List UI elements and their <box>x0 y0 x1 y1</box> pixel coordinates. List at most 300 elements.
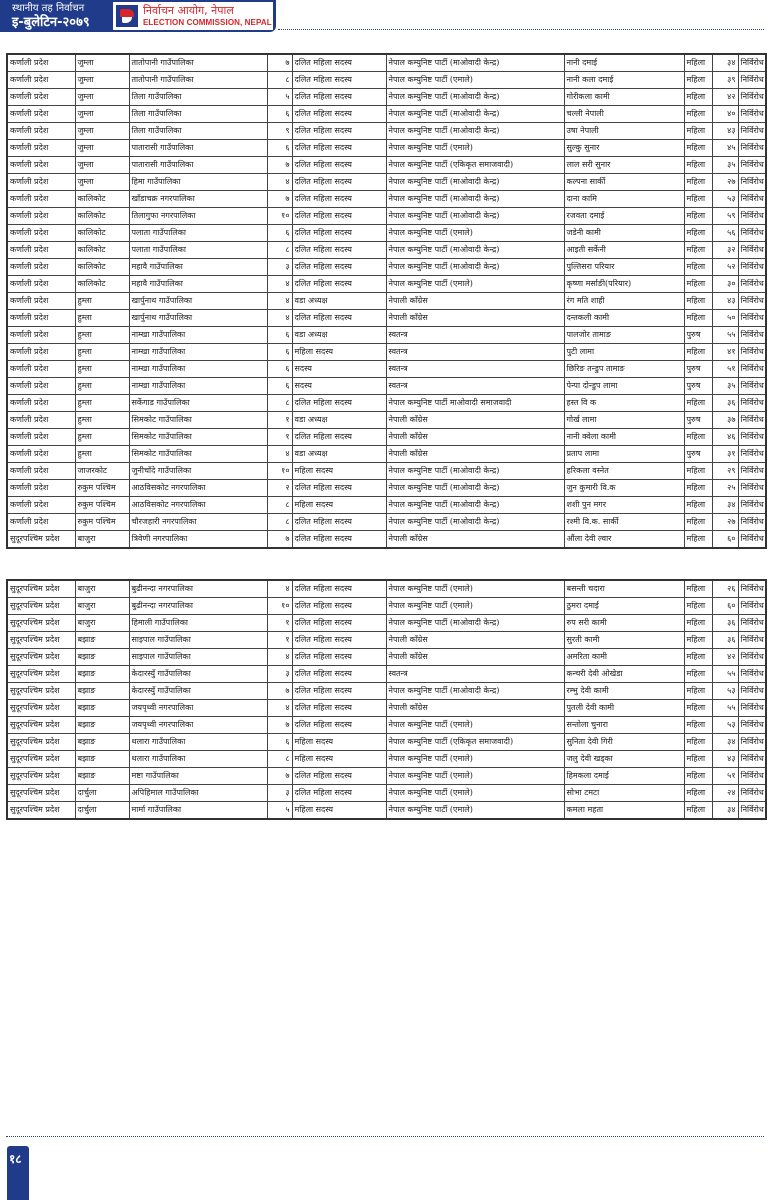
cell-gender: महिला <box>684 191 712 208</box>
cell-candidate-name: जलु देवी खड्का <box>564 751 684 768</box>
table-row <box>7 717 766 734</box>
cell-district: बझाङ <box>75 632 129 649</box>
cell-result: निर्विरोध <box>738 344 766 361</box>
cell-candidate-name: पुटी लामा <box>564 344 684 361</box>
cell-gender: पुरुष <box>684 378 712 395</box>
cell-candidate-name: सोभा टमटा <box>564 785 684 802</box>
cell-province: कर्णाली प्रदेश <box>7 395 75 412</box>
cell-gender: महिला <box>684 497 712 514</box>
cell-post: दलित महिला सदस्य <box>292 514 386 531</box>
cell-age: ६० <box>712 531 738 549</box>
results-table-karnali <box>6 53 767 549</box>
cell-ward: १ <box>267 632 292 649</box>
cell-result: निर्विरोध <box>738 123 766 140</box>
cell-local-level: साइपाल गाउँपालिका <box>129 649 267 666</box>
cell-party: नेपाली काँग्रेस <box>386 310 564 327</box>
cell-age: ४३ <box>712 751 738 768</box>
cell-district: बझाङ <box>75 683 129 700</box>
commission-name-english: ELECTION COMMISSION, NEPAL <box>143 18 272 27</box>
cell-district: जाजरकोट <box>75 463 129 480</box>
cell-post: दलित महिला सदस्य <box>292 768 386 785</box>
cell-district: दार्चुला <box>75 802 129 820</box>
cell-candidate-name: ठुमरा दमाई <box>564 598 684 615</box>
cell-district: हुम्ला <box>75 429 129 446</box>
bulletin-title <box>12 2 90 29</box>
cell-party: स्वतन्त्र <box>386 666 564 683</box>
cell-age: ३६ <box>712 395 738 412</box>
cell-party: नेपाली काँग्रेस <box>386 446 564 463</box>
cell-candidate-name: पेन्पा दोन्डुप लामा <box>564 378 684 395</box>
cell-province: सुदूरपश्चिम प्रदेश <box>7 768 75 785</box>
cell-post: दलित महिला सदस्य <box>292 157 386 174</box>
cell-result: निर्विरोध <box>738 598 766 615</box>
cell-post: दलित महिला सदस्य <box>292 700 386 717</box>
cell-gender: महिला <box>684 140 712 157</box>
cell-post: महिला सदस्य <box>292 751 386 768</box>
cell-province: सुदूरपश्चिम प्रदेश <box>7 666 75 683</box>
cell-result: निर्विरोध <box>738 395 766 412</box>
cell-gender: महिला <box>684 785 712 802</box>
table-row <box>7 123 766 140</box>
table-row <box>7 598 766 615</box>
cell-party: नेपाल कम्युनिष्ट पार्टी (माओवादी केन्द्र) <box>386 497 564 514</box>
cell-province: कर्णाली प्रदेश <box>7 497 75 514</box>
cell-local-level: तिलागुफा नगरपालिका <box>129 208 267 225</box>
cell-ward: ६ <box>267 106 292 123</box>
cell-age: ३५ <box>712 378 738 395</box>
table-row <box>7 751 766 768</box>
cell-gender: महिला <box>684 242 712 259</box>
cell-province: कर्णाली प्रदेश <box>7 123 75 140</box>
cell-district: रुकुम पश्चिम <box>75 514 129 531</box>
cell-local-level: केदारस्युँ गाउँपालिका <box>129 683 267 700</box>
cell-candidate-name: कमला महता <box>564 802 684 820</box>
cell-result: निर्विरोध <box>738 802 766 820</box>
cell-post: दलित महिला सदस्य <box>292 242 386 259</box>
cell-result: निर्विरोध <box>738 615 766 632</box>
cell-local-level: केदारस्युँ गाउँपालिका <box>129 666 267 683</box>
table-row <box>7 734 766 751</box>
cell-age: २९ <box>712 463 738 480</box>
cell-local-level: नाम्खा गाउँपालिका <box>129 361 267 378</box>
cell-post: महिला सदस्य <box>292 463 386 480</box>
cell-district: बझाङ <box>75 666 129 683</box>
cell-local-level: पातारासी गाउँपालिका <box>129 157 267 174</box>
cell-ward: ७ <box>267 157 292 174</box>
cell-ward: १० <box>267 463 292 480</box>
cell-age: ३५ <box>712 157 738 174</box>
cell-province: कर्णाली प्रदेश <box>7 446 75 463</box>
cell-party: स्वतन्त्र <box>386 327 564 344</box>
cell-province: कर्णाली प्रदेश <box>7 259 75 276</box>
cell-party: नेपाल कम्युनिष्ट पार्टी (माओवादी केन्द्र) <box>386 615 564 632</box>
cell-province: कर्णाली प्रदेश <box>7 276 75 293</box>
cell-ward: ६ <box>267 734 292 751</box>
cell-result: निर्विरोध <box>738 106 766 123</box>
cell-party: नेपाल कम्युनिष्ट पार्टी (एमाले) <box>386 717 564 734</box>
cell-province: कर्णाली प्रदेश <box>7 208 75 225</box>
cell-district: बझाङ <box>75 751 129 768</box>
cell-district: जुम्ला <box>75 72 129 89</box>
cell-party: नेपाल कम्युनिष्ट पार्टी (माओवादी केन्द्र) <box>386 123 564 140</box>
cell-gender: महिला <box>684 344 712 361</box>
cell-district: हुम्ला <box>75 395 129 412</box>
cell-party: नेपाल कम्युनिष्ट पार्टी (माओवादी केन्द्र) <box>386 242 564 259</box>
cell-province: कर्णाली प्रदेश <box>7 54 75 72</box>
table-row <box>7 580 766 598</box>
cell-province: कर्णाली प्रदेश <box>7 72 75 89</box>
cell-ward: १ <box>267 615 292 632</box>
cell-result: निर्विरोध <box>738 174 766 191</box>
cell-post: दलित महिला सदस्य <box>292 429 386 446</box>
cell-gender: महिला <box>684 615 712 632</box>
cell-local-level: खार्पुनाथ गाउँपालिका <box>129 310 267 327</box>
cell-local-level: चौरजहारी नगरपालिका <box>129 514 267 531</box>
cell-local-level: बुढीनन्दा नगरपालिका <box>129 580 267 598</box>
cell-post: दलित महिला सदस्य <box>292 259 386 276</box>
table-row <box>7 463 766 480</box>
cell-post: दलित महिला सदस्य <box>292 598 386 615</box>
cell-province: कर्णाली प्रदेश <box>7 310 75 327</box>
cell-age: २७ <box>712 514 738 531</box>
cell-post: दलित महिला सदस्य <box>292 480 386 497</box>
cell-district: कालिकोट <box>75 225 129 242</box>
cell-ward: ५ <box>267 802 292 820</box>
cell-result: निर्विरोध <box>738 378 766 395</box>
cell-post: दलित महिला सदस्य <box>292 615 386 632</box>
cell-local-level: तातोपानी गाउँपालिका <box>129 54 267 72</box>
cell-local-level: पलाता गाउँपालिका <box>129 225 267 242</box>
cell-province: कर्णाली प्रदेश <box>7 514 75 531</box>
cell-gender: महिला <box>684 683 712 700</box>
cell-ward: ६ <box>267 140 292 157</box>
cell-age: ५३ <box>712 717 738 734</box>
cell-party: नेपाली काँग्रेस <box>386 293 564 310</box>
cell-age: ३४ <box>712 734 738 751</box>
cell-post: दलित महिला सदस्य <box>292 580 386 598</box>
cell-post: वडा अध्यक्ष <box>292 293 386 310</box>
cell-result: निर्विरोध <box>738 259 766 276</box>
cell-gender: महिला <box>684 293 712 310</box>
cell-gender: महिला <box>684 208 712 225</box>
table-row <box>7 497 766 514</box>
cell-age: ६० <box>712 598 738 615</box>
cell-province: कर्णाली प्रदेश <box>7 344 75 361</box>
cell-province: सुदूरपश्चिम प्रदेश <box>7 700 75 717</box>
cell-post: दलित महिला सदस्य <box>292 208 386 225</box>
cell-post: दलित महिला सदस्य <box>292 632 386 649</box>
cell-local-level: खाँडाचक्र नगरपालिका <box>129 191 267 208</box>
cell-post: वडा अध्यक्ष <box>292 446 386 463</box>
cell-district: जुम्ला <box>75 106 129 123</box>
cell-ward: ९ <box>267 123 292 140</box>
cell-province: कर्णाली प्रदेश <box>7 174 75 191</box>
table-row <box>7 531 766 549</box>
cell-post: दलित महिला सदस्य <box>292 174 386 191</box>
cell-post: सदस्य <box>292 378 386 395</box>
cell-ward: ४ <box>267 310 292 327</box>
cell-party: नेपाल कम्युनिष्ट पार्टी (माओवादी केन्द्र) <box>386 174 564 191</box>
cell-district: रुकुम पश्चिम <box>75 480 129 497</box>
cell-district: हुम्ला <box>75 327 129 344</box>
cell-candidate-name: रुप सरी कामी <box>564 615 684 632</box>
cell-candidate-name: दन्तकली कामी <box>564 310 684 327</box>
cell-result: निर्विरोध <box>738 632 766 649</box>
cell-age: ३९ <box>712 72 738 89</box>
cell-result: निर्विरोध <box>738 700 766 717</box>
cell-candidate-name: लाल सरी सुनार <box>564 157 684 174</box>
cell-local-level: खार्पुनाथ गाउँपालिका <box>129 293 267 310</box>
cell-ward: ६ <box>267 327 292 344</box>
cell-province: सुदूरपश्चिम प्रदेश <box>7 531 75 549</box>
cell-candidate-name: नानी कला दमाई <box>564 72 684 89</box>
cell-gender: महिला <box>684 225 712 242</box>
cell-province: सुदूरपश्चिम प्रदेश <box>7 683 75 700</box>
cell-local-level: अपिहिमाल गाउँपालिका <box>129 785 267 802</box>
cell-result: निर्विरोध <box>738 531 766 549</box>
cell-candidate-name: गोर्ख लामा <box>564 412 684 429</box>
cell-local-level: जुनीचाँदे गाउँपालिका <box>129 463 267 480</box>
cell-candidate-name: रम्भु देवी कामी <box>564 683 684 700</box>
cell-ward: ७ <box>267 191 292 208</box>
cell-local-level: जयपृथ्वी नगरपालिका <box>129 700 267 717</box>
cell-candidate-name: पालजोर तामाङ <box>564 327 684 344</box>
cell-candidate-name: दाना कामि <box>564 191 684 208</box>
cell-candidate-name: हिमकला दमाई <box>564 768 684 785</box>
cell-age: ३७ <box>712 412 738 429</box>
cell-result: निर्विरोध <box>738 480 766 497</box>
election-commission-logo-box <box>113 2 273 30</box>
table-row <box>7 344 766 361</box>
table-row <box>7 106 766 123</box>
cell-candidate-name: औंला देवी ल्वार <box>564 531 684 549</box>
cell-age: ४६ <box>712 429 738 446</box>
cell-gender: महिला <box>684 276 712 293</box>
cell-age: ५३ <box>712 191 738 208</box>
cell-result: निर्विरोध <box>738 293 766 310</box>
cell-province: कर्णाली प्रदेश <box>7 327 75 344</box>
cell-ward: १ <box>267 412 292 429</box>
cell-ward: ६ <box>267 225 292 242</box>
cell-ward: ६ <box>267 378 292 395</box>
cell-result: निर्विरोध <box>738 649 766 666</box>
cell-district: कालिकोट <box>75 242 129 259</box>
footer-dotted-divider <box>6 1136 764 1137</box>
cell-province: सुदूरपश्चिम प्रदेश <box>7 632 75 649</box>
cell-district: जुम्ला <box>75 123 129 140</box>
table-row <box>7 276 766 293</box>
cell-ward: ४ <box>267 276 292 293</box>
cell-result: निर्विरोध <box>738 54 766 72</box>
table-row <box>7 615 766 632</box>
cell-district: हुम्ला <box>75 344 129 361</box>
table-row <box>7 361 766 378</box>
table-row <box>7 412 766 429</box>
cell-ward: ४ <box>267 649 292 666</box>
cell-post: दलित महिला सदस्य <box>292 276 386 293</box>
cell-gender: महिला <box>684 700 712 717</box>
cell-gender: महिला <box>684 734 712 751</box>
cell-result: निर्विरोध <box>738 446 766 463</box>
cell-party: नेपाली काँग्रेस <box>386 412 564 429</box>
cell-ward: ८ <box>267 751 292 768</box>
cell-local-level: तिला गाउँपालिका <box>129 106 267 123</box>
bulletin-title-line1: स्थानीय तह निर्वाचन <box>12 3 85 14</box>
cell-district: बझाङ <box>75 734 129 751</box>
cell-age: ५१ <box>712 361 738 378</box>
cell-post: महिला सदस्य <box>292 344 386 361</box>
cell-gender: महिला <box>684 157 712 174</box>
cell-party: नेपाल कम्युनिष्ट पार्टी (एमाले) <box>386 785 564 802</box>
cell-province: कर्णाली प्रदेश <box>7 378 75 395</box>
cell-gender: महिला <box>684 802 712 820</box>
cell-district: बाजुरा <box>75 615 129 632</box>
cell-local-level: महावै गाउँपालिका <box>129 259 267 276</box>
cell-post: दलित महिला सदस्य <box>292 89 386 106</box>
cell-party: नेपाली काँग्रेस <box>386 429 564 446</box>
cell-party: नेपाल कम्युनिष्ट पार्टी (माओवादी केन्द्र) <box>386 106 564 123</box>
cell-province: कर्णाली प्रदेश <box>7 157 75 174</box>
table-row <box>7 785 766 802</box>
cell-post: दलित महिला सदस्य <box>292 310 386 327</box>
cell-district: हुम्ला <box>75 412 129 429</box>
cell-ward: ८ <box>267 242 292 259</box>
cell-age: ५५ <box>712 327 738 344</box>
cell-local-level: सिमकोट गाउँपालिका <box>129 429 267 446</box>
cell-gender: महिला <box>684 429 712 446</box>
cell-ward: ७ <box>267 717 292 734</box>
cell-result: निर्विरोध <box>738 208 766 225</box>
cell-age: ५३ <box>712 683 738 700</box>
cell-province: सुदूरपश्चिम प्रदेश <box>7 649 75 666</box>
cell-gender: महिला <box>684 395 712 412</box>
cell-party: स्वतन्त्र <box>386 378 564 395</box>
cell-gender: महिला <box>684 259 712 276</box>
cell-age: ५० <box>712 310 738 327</box>
cell-gender: महिला <box>684 174 712 191</box>
cell-post: दलित महिला सदस्य <box>292 72 386 89</box>
cell-result: निर्विरोध <box>738 89 766 106</box>
table-row <box>7 54 766 72</box>
cell-ward: ६ <box>267 344 292 361</box>
cell-result: निर्विरोध <box>738 580 766 598</box>
cell-district: हुम्ला <box>75 293 129 310</box>
cell-province: सुदूरपश्चिम प्रदेश <box>7 598 75 615</box>
cell-age: ५२ <box>712 259 738 276</box>
cell-candidate-name: प्रताप लामा <box>564 446 684 463</box>
table-row <box>7 310 766 327</box>
cell-result: निर्विरोध <box>738 310 766 327</box>
cell-age: ३० <box>712 276 738 293</box>
cell-result: निर्विरोध <box>738 225 766 242</box>
table-row <box>7 666 766 683</box>
cell-gender: महिला <box>684 106 712 123</box>
cell-post: दलित महिला सदस्य <box>292 106 386 123</box>
cell-result: निर्विरोध <box>738 361 766 378</box>
cell-ward: ३ <box>267 666 292 683</box>
cell-post: दलित महिला सदस्य <box>292 395 386 412</box>
cell-result: निर्विरोध <box>738 785 766 802</box>
cell-candidate-name: नानी क्वेला कामी <box>564 429 684 446</box>
cell-age: ३४ <box>712 54 738 72</box>
cell-local-level: त्रिवेणी नगरपालिका <box>129 531 267 549</box>
cell-gender: महिला <box>684 768 712 785</box>
cell-ward: ३ <box>267 259 292 276</box>
cell-party: नेपाल कम्युनिष्ट पार्टी (माओवादी केन्द्र) <box>386 89 564 106</box>
cell-ward: ३ <box>267 785 292 802</box>
cell-province: सुदूरपश्चिम प्रदेश <box>7 580 75 598</box>
cell-province: सुदूरपश्चिम प्रदेश <box>7 734 75 751</box>
cell-party: नेपाल कम्युनिष्ट पार्टी (एमाले) <box>386 276 564 293</box>
cell-party: नेपाली काँग्रेस <box>386 649 564 666</box>
cell-candidate-name: सुनिता देवी गिरी <box>564 734 684 751</box>
cell-age: ५१ <box>712 768 738 785</box>
cell-province: सुदूरपश्चिम प्रदेश <box>7 717 75 734</box>
cell-post: वडा अध्यक्ष <box>292 327 386 344</box>
table-row <box>7 242 766 259</box>
cell-local-level: हिमा गाउँपालिका <box>129 174 267 191</box>
cell-local-level: पातारासी गाउँपालिका <box>129 140 267 157</box>
cell-ward: ५ <box>267 89 292 106</box>
cell-province: कर्णाली प्रदेश <box>7 412 75 429</box>
cell-result: निर्विरोध <box>738 683 766 700</box>
cell-province: कर्णाली प्रदेश <box>7 106 75 123</box>
cell-district: हुम्ला <box>75 361 129 378</box>
cell-ward: ८ <box>267 395 292 412</box>
table-row <box>7 802 766 820</box>
cell-local-level: सर्केगाड गाउँपालिका <box>129 395 267 412</box>
cell-ward: १ <box>267 429 292 446</box>
cell-result: निर्विरोध <box>738 768 766 785</box>
cell-district: कालिकोट <box>75 276 129 293</box>
cell-local-level: नाम्खा गाउँपालिका <box>129 327 267 344</box>
cell-age: ४१ <box>712 344 738 361</box>
cell-party: नेपाल कम्युनिष्ट पार्टी (एकिकृत समाजवादी) <box>386 157 564 174</box>
cell-post: दलित महिला सदस्य <box>292 191 386 208</box>
cell-ward: ६ <box>267 361 292 378</box>
cell-gender: महिला <box>684 580 712 598</box>
cell-candidate-name: जडेनी कामी <box>564 225 684 242</box>
cell-party: नेपाल कम्युनिष्ट पार्टी (एमाले) <box>386 580 564 598</box>
cell-district: जुम्ला <box>75 174 129 191</box>
cell-age: ४० <box>712 106 738 123</box>
bulletin-title-line2: इ-बुलेटिन-२०७९ <box>12 15 90 30</box>
cell-district: बझाङ <box>75 768 129 785</box>
table-row <box>7 72 766 89</box>
cell-ward: ७ <box>267 54 292 72</box>
page-number: १८ <box>9 1152 22 1166</box>
cell-local-level: आठविसकोट नगरपालिका <box>129 480 267 497</box>
cell-party: नेपाल कम्युनिष्ट पार्टी (एमाले) <box>386 768 564 785</box>
cell-age: २५ <box>712 480 738 497</box>
cell-party: नेपाल कम्युनिष्ट पार्टी (माओवादी केन्द्र) <box>386 259 564 276</box>
cell-result: निर्विरोध <box>738 276 766 293</box>
cell-party: नेपाली काँग्रेस <box>386 632 564 649</box>
cell-candidate-name: गोरीकला कामी <box>564 89 684 106</box>
table-row <box>7 514 766 531</box>
cell-candidate-name: रश्मी वि.क. सार्की <box>564 514 684 531</box>
cell-local-level: साइपाल गाउँपालिका <box>129 632 267 649</box>
table-row <box>7 293 766 310</box>
cell-province: कर्णाली प्रदेश <box>7 191 75 208</box>
cell-gender: महिला <box>684 717 712 734</box>
cell-province: सुदूरपश्चिम प्रदेश <box>7 615 75 632</box>
cell-district: बझाङ <box>75 717 129 734</box>
cell-candidate-name: सुल्कु सुनार <box>564 140 684 157</box>
cell-local-level: सिमकोट गाउँपालिका <box>129 446 267 463</box>
cell-age: ४३ <box>712 123 738 140</box>
cell-district: रुकुम पश्चिम <box>75 497 129 514</box>
